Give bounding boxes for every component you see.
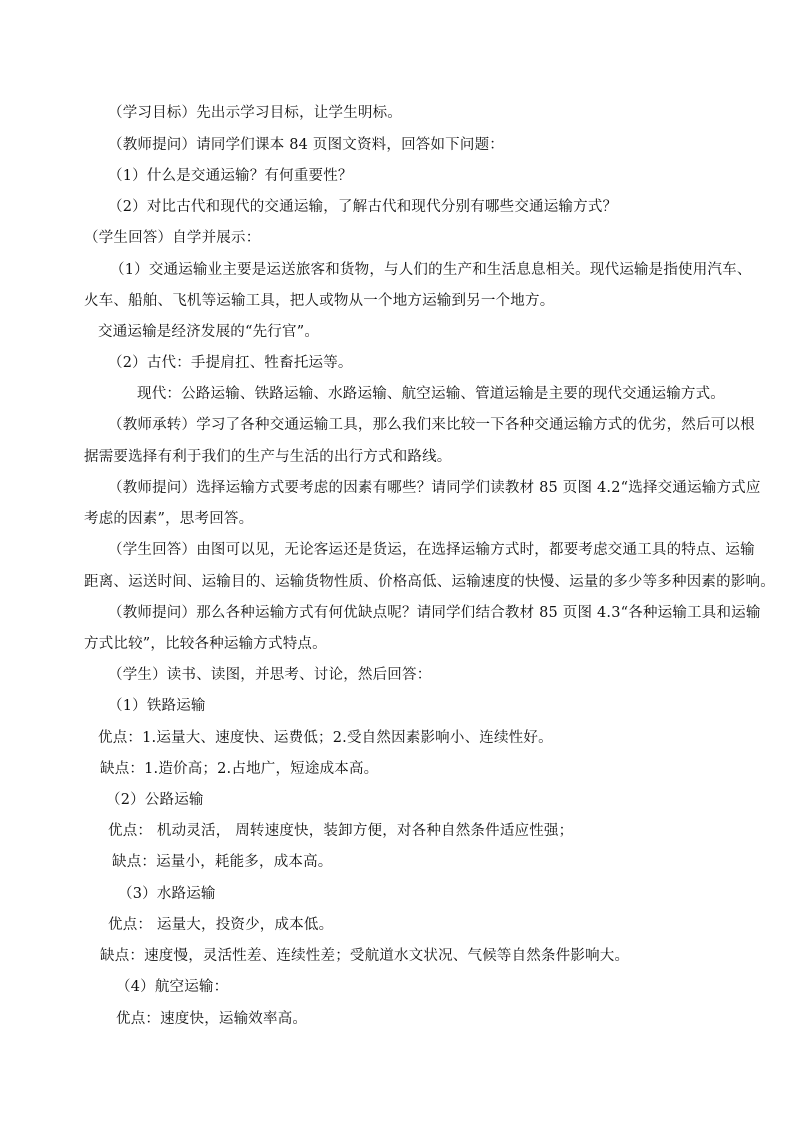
- text-line: （学习目标）先出示学习目标，让学生明标。: [108, 105, 402, 121]
- text-line: （教师提问）选择运输方式要考虑的因素有哪些？请同学们读教材 85 页图 4.2“选择交通运输方式应: [108, 480, 761, 496]
- text-line: 火车、船舶、飞机等运输工具，把人或物从一个地方运输到另一个地方。: [84, 293, 555, 309]
- text-line: （2）对比古代和现代的交通运输，了解古代和现代分别有哪些交通运输方式？: [108, 199, 618, 215]
- text-line: （3）水路运输: [118, 886, 216, 902]
- text-line: （教师提问）请同学们课本 84 页图文资料，回答如下问题：: [108, 137, 504, 153]
- text-line: （2）公路运输: [106, 792, 204, 808]
- text-line: （学生回答）由图可以见，无论客运还是货运，在选择运输方式时，都要考虑交通工具的特点、运输: [108, 542, 755, 558]
- text-line: 缺点：1.造价高；2.占地广，短途成本高。: [100, 761, 379, 777]
- text-line: （教师提问）那么各种运输方式有何优缺点呢？请同学们结合教材 85 页图 4.3“各种运输工具和运输: [108, 605, 761, 621]
- text-line: 考虑的因素”，思考回答。: [84, 511, 254, 527]
- text-line: 缺点：速度慢，灵活性差、连续性差；受航道水文状况、气候等自然条件影响大。: [100, 948, 630, 964]
- text-line: 据需要选择有利于我们的生产与生活的出行方式和路线。: [84, 449, 452, 465]
- text-line: 缺点：运量小，耗能多，成本高。: [112, 854, 333, 870]
- text-line: 距离、运送时间、运输目的、运输货物性质、价格高低、运输速度的快慢、运量的多少等多种因素的影响。: [84, 574, 775, 590]
- text-line: 优点：1.运量大、速度快、运费低；2.受自然因素影响小、连续性好。: [98, 730, 553, 746]
- text-line: （教师承转）学习了各种交通运输工具，那么我们来比较一下各种交通运输方式的优劣，然后可以根: [108, 417, 755, 433]
- text-line: （1）什么是交通运输？有何重要性？: [108, 168, 353, 184]
- text-line: 方式比较”，比较各种运输方式特点。: [84, 636, 327, 652]
- text-line: （4）航空运输：: [116, 979, 229, 995]
- text-line: 优点： 运量大，投资少，成本低。: [108, 917, 334, 933]
- text-line: 交通运输是经济发展的“先行官”。: [98, 324, 320, 340]
- text-line: （学生）读书、读图，并思考、讨论，然后回答：: [108, 667, 432, 683]
- text-line: 优点： 机动灵活， 周转速度快，装卸方便，对各种自然条件适应性强；: [108, 823, 574, 839]
- text-line: （2）古代：手提肩扛、牲畜托运等。: [108, 355, 353, 371]
- text-line: 优点：速度快，运输效率高。: [116, 1011, 308, 1027]
- text-line: （1）铁路运输: [108, 698, 206, 714]
- text-line: （学生回答）自学并展示：: [84, 230, 261, 246]
- text-line: （1）交通运输业主要是运送旅客和货物，与人们的生产和生活息息相关。现代运输是指使用汽车、: [110, 262, 752, 278]
- text-line: 现代：公路运输、铁路运输、水路运输、航空运输、管道运输是主要的现代交通运输方式。: [137, 386, 725, 402]
